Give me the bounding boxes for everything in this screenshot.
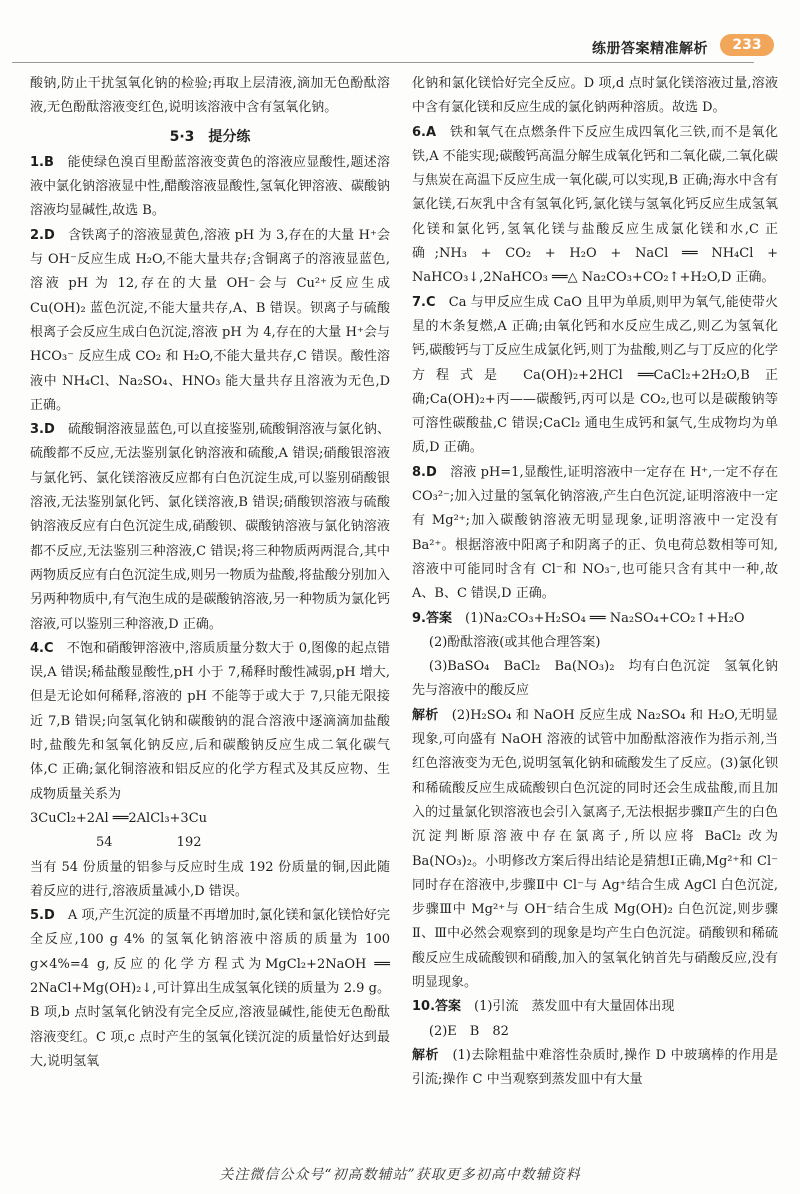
answer-item xyxy=(412,607,778,631)
answer-text: A 项,产生沉淀的质量不再增加时,氯化镁和氯化镁恰好完全反应,100 g 4% 的氢氧化钠溶液中溶质的质量为 100 g×4%=4 g,反应的化学方程式为MgCl₂+2NaOH ══ 2NaCl+Mg(OH)₂↓,可计算出生成氢氧化镁的质量为 2.9 g。B 项,b 点时氢氧化钠没有完全反应,溶液显碱性,能使无色酚酞溶液变红。C 项,c 点时产生的氢氧化镁沉淀的质量恰好达到最大,说明氢氧 xyxy=(30,908,390,1069)
answer-text: 化钠和氯化镁恰好完全反应。D 项,d 点时氯化镁溶液过量,溶液中含有氯化镁和反应生成的氯化钠两种溶质。故选 D。 xyxy=(412,76,778,116)
question-number: 5.D xyxy=(30,908,55,924)
answer-text: (3)BaSO₄ BaCl₂ Ba(NO₃)₂ 均有白色沉淀 氢氧化钠先与溶液中的酸反应 xyxy=(412,659,778,699)
header-divider xyxy=(12,62,754,63)
question-number: 解析 xyxy=(412,1047,439,1063)
page-number-badge: 233 xyxy=(720,34,774,56)
answer-text: (2)酚酞溶液(或其他合理答案) xyxy=(428,634,601,650)
answer-item xyxy=(30,418,390,637)
answer-text: 硫酸铜溶液显蓝色,可以直接鉴别,硫酸铜溶液与氯化钠、硫酸都不反应,无法鉴别氯化钠溶液和硫酸,A 错误;硝酸银溶液与氯化钙、氯化镁溶液反应都有白色沉淀生成,可以鉴别硝酸银溶液,无法鉴别氯化钙、氯化镁溶液,B 错误;硝酸钡溶液与硫酸钠溶液反应有白色沉淀生成,硝酸钡、碳酸钠溶液与氯化钠溶液都不反应,无法鉴别三种溶液,C 错误;将三种物质两两混合,其中两物质反应有白色沉淀生成,则另一物质为盐酸,将盐酸分别加入另两种物质中,有气泡生成的是碳酸钠溶液,另一种物质为氯化钙溶液,可以鉴别三种溶液,D 正确。 xyxy=(30,422,390,632)
equation-4c-mass: 54 192 xyxy=(96,835,202,851)
question-number: 4.C xyxy=(30,640,54,656)
answer-text: 当有 54 份质量的铝参与反应时生成 192 份质量的铜,因此随着反应的进行,溶液质量减小,D 错误。 xyxy=(30,859,390,899)
footer-note: 关注微信公众号“初高数辅站”获取更多初高中数辅资料 xyxy=(219,1167,581,1183)
answer-item xyxy=(30,224,390,418)
question-number: 10.答案 xyxy=(412,999,462,1015)
answer-text: (2)H₂SO₄ 和 NaOH 反应生成 Na₂SO₄ 和 H₂O,无明显现象,可向盛有 NaOH 溶液的试管中加酚酞溶液作为指示剂,当红色溶液变为无色,说明氢氧化钠和硫酸发生了反应。(3)氯化钡和稀硫酸反应生成硫酸钡白色沉淀的同时还会生成盐酸,而且加入的过量氯化钡溶液也会引入氯离子,无法根据步骤Ⅱ产生的白色沉淀判断原溶液中存在氯离子,所以应将 BaCl₂ 改为Ba(NO₃)₂。小明修改方案后得出结论是猜想Ⅰ正确,Mg²⁺和 Cl⁻同时存在溶液中,步骤Ⅱ中 Cl⁻与 Ag⁺结合生成 AgCl 白色沉淀,步骤Ⅲ中 Mg²⁺与 OH⁻结合生成 Mg(OH)₂ 白色沉淀,则步骤Ⅱ、Ⅲ中必然会观察到的现象是均产生白色沉淀。硝酸钡和稀硫酸反应生成硫酸钡和硝酸,加入的氢氧化钠首先与硝酸反应,没有明显现象。 xyxy=(412,707,778,990)
answer-item xyxy=(412,461,778,607)
page-header xyxy=(0,0,800,62)
answer-text: 铁和氧气在点燃条件下反应生成四氧化三铁,而不是氧化铁,A 不能实现;碳酸钙高温分解生成氧化钙和二氧化碳,二氧化碳与焦炭在高温下反应生成一氧化碳,可以实现,B 正确;海水中含有氯化镁,石灰乳中含有氢氧化钙,氯化镁与氢氧化钙反应生成氢氧化镁和氯化钙,氢氧化镁与盐酸反应生成氯化镁和水,C 正确;NH₃ + CO₂ + H₂O + NaCl ══ NH₄Cl + NaHCO₃↓,2NaHCO₃ ══△ Na₂CO₃+CO₂↑+H₂O,D 正确。 xyxy=(412,124,778,286)
answer-text: (1)Na₂CO₃+H₂SO₄ ══ Na₂SO₄+CO₂↑+H₂O xyxy=(465,610,745,626)
left-column xyxy=(30,72,390,1074)
answer-text: 不饱和硝酸钾溶液中,溶质质量分数大于 0,图像的起点错误,A 错误;稀盐酸显酸性,pH 小于 7,稀释时酸性减弱,pH 增大,但是无论如何稀释,溶液的 pH 不能等于或大于 7,只能无限接近 7,B 错误;向氢氧化钠和碳酸钠的混合溶液中逐滴滴加盐酸时,盐酸先和氢氧化钠反应,后和碳酸钠反应生成二氧化碳气体,C 正确;氯化铜溶液和铝反应的化学方程式及其反应物、生成物质量关系为 xyxy=(30,640,390,802)
question-number: 2.D xyxy=(30,227,55,243)
answer-item xyxy=(30,151,390,224)
answer-continuation xyxy=(412,631,778,655)
answer-continuation xyxy=(412,72,778,121)
question-number: 9.答案 xyxy=(412,610,452,626)
question-number: 3.D xyxy=(30,422,55,438)
answer-item xyxy=(412,121,778,291)
question-number: 7.C xyxy=(412,294,436,310)
answer-text: (1)去除粗盐中难溶性杂质时,操作 D 中玻璃棒的作用是引流;操作 C 中当观察到蒸发皿中有大量 xyxy=(412,1047,778,1088)
answer-item xyxy=(412,1044,778,1093)
right-column xyxy=(412,72,778,1092)
answer-continuation xyxy=(412,655,778,704)
question-number: 8.D xyxy=(412,464,437,480)
question-number: 解析 xyxy=(412,707,439,723)
answer-item xyxy=(412,704,778,996)
equation-4c: 3CuCl₂+2Al ══2AlCl₃+3Cu xyxy=(30,810,208,826)
header-title: 练册答案精准解析 xyxy=(592,41,708,57)
answer-item xyxy=(30,637,390,807)
answer-text: 溶液 pH=1,显酸性,证明溶液中一定存在 H⁺,一定不存在 CO₃²⁻;加入过量的氢氧化钠溶液,产生白色沉淀,证明溶液中一定有 Mg²⁺;加入碳酸钠溶液无明显现象,证明溶液中一定没有 Ba²⁺。根据溶液中阳离子和阴离子的正、负电荷总数相等可知,溶液中可能同时含有 Cl⁻和 NO₃⁻,也可能只含有其中一种,故 A、B、C 错误,D 正确。 xyxy=(412,464,778,602)
question-number: 1.B xyxy=(30,154,54,170)
answer-item xyxy=(30,904,390,1074)
answer-item xyxy=(412,995,778,1019)
answer-text: (1)引流 蒸发皿中有大量固体出现 xyxy=(474,999,675,1015)
question-number: 6.A xyxy=(412,124,437,140)
answer-text: Ca 与甲反应生成 CaO 且甲为单质,则甲为氧气,能使带火星的木条复燃,A 正确;由氧化钙和水反应生成乙,则乙为氢氧化钙,碳酸钙与丁反应生成氯化钙,则丁为盐酸,则乙与丁反应的化学方程式是 Ca(OH)₂+2HCl ══CaCl₂+2H₂O,B 正确;Ca(OH)₂+丙——碳酸钙,丙可以是 CO₂,也可以是碳酸钠等可溶性碳酸盐,C 错误;CaCl₂ 通电生成钙和氯气,生成物均为单质,D 正确。 xyxy=(412,294,778,456)
answer-text: (2)E B 82 xyxy=(428,1023,509,1039)
answer-text: 能使绿色溴百里酚蓝溶液变黄色的溶液应显酸性,题述溶液中氯化钠溶液显中性,醋酸溶液显酸性,氢氧化钾溶液、碳酸钠溶液均显碱性,故选 B。 xyxy=(30,154,390,219)
answer-text: 酸钠,防止干扰氢氧化钠的检验;再取上层清液,滴加无色酚酞溶液,无色酚酞溶液变红色,说明该溶液中含有氢氧化钠。 xyxy=(30,76,390,116)
answer-text: 含铁离子的溶液显黄色,溶液 pH 为 3,存在的大量 H⁺会与 OH⁻反应生成 H₂O,不能大量共存;含铜离子的溶液显蓝色,溶液 pH 为 12,存在的大量 OH⁻会与 Cu²⁺反应生成 Cu(OH)₂ 蓝色沉淀,不能大量共存,A、B 错误。钡离子与硫酸根离子会反应生成白色沉淀,溶液 pH 为 4,存在的大量 H⁺会与 HCO₃⁻ 反应生成 CO₂ 和 H₂O,不能大量共存,C 错误。酸性溶液中 NH₄Cl、Na₂SO₄、HNO₃ 能大量共存且溶液为无色,D 正确。 xyxy=(30,227,390,413)
section-title: 5·3 提分练 xyxy=(169,128,251,145)
answer-continuation xyxy=(412,1020,778,1044)
answer-continuation xyxy=(30,856,390,905)
answer-item xyxy=(412,291,778,461)
answer-continuation xyxy=(30,72,390,121)
